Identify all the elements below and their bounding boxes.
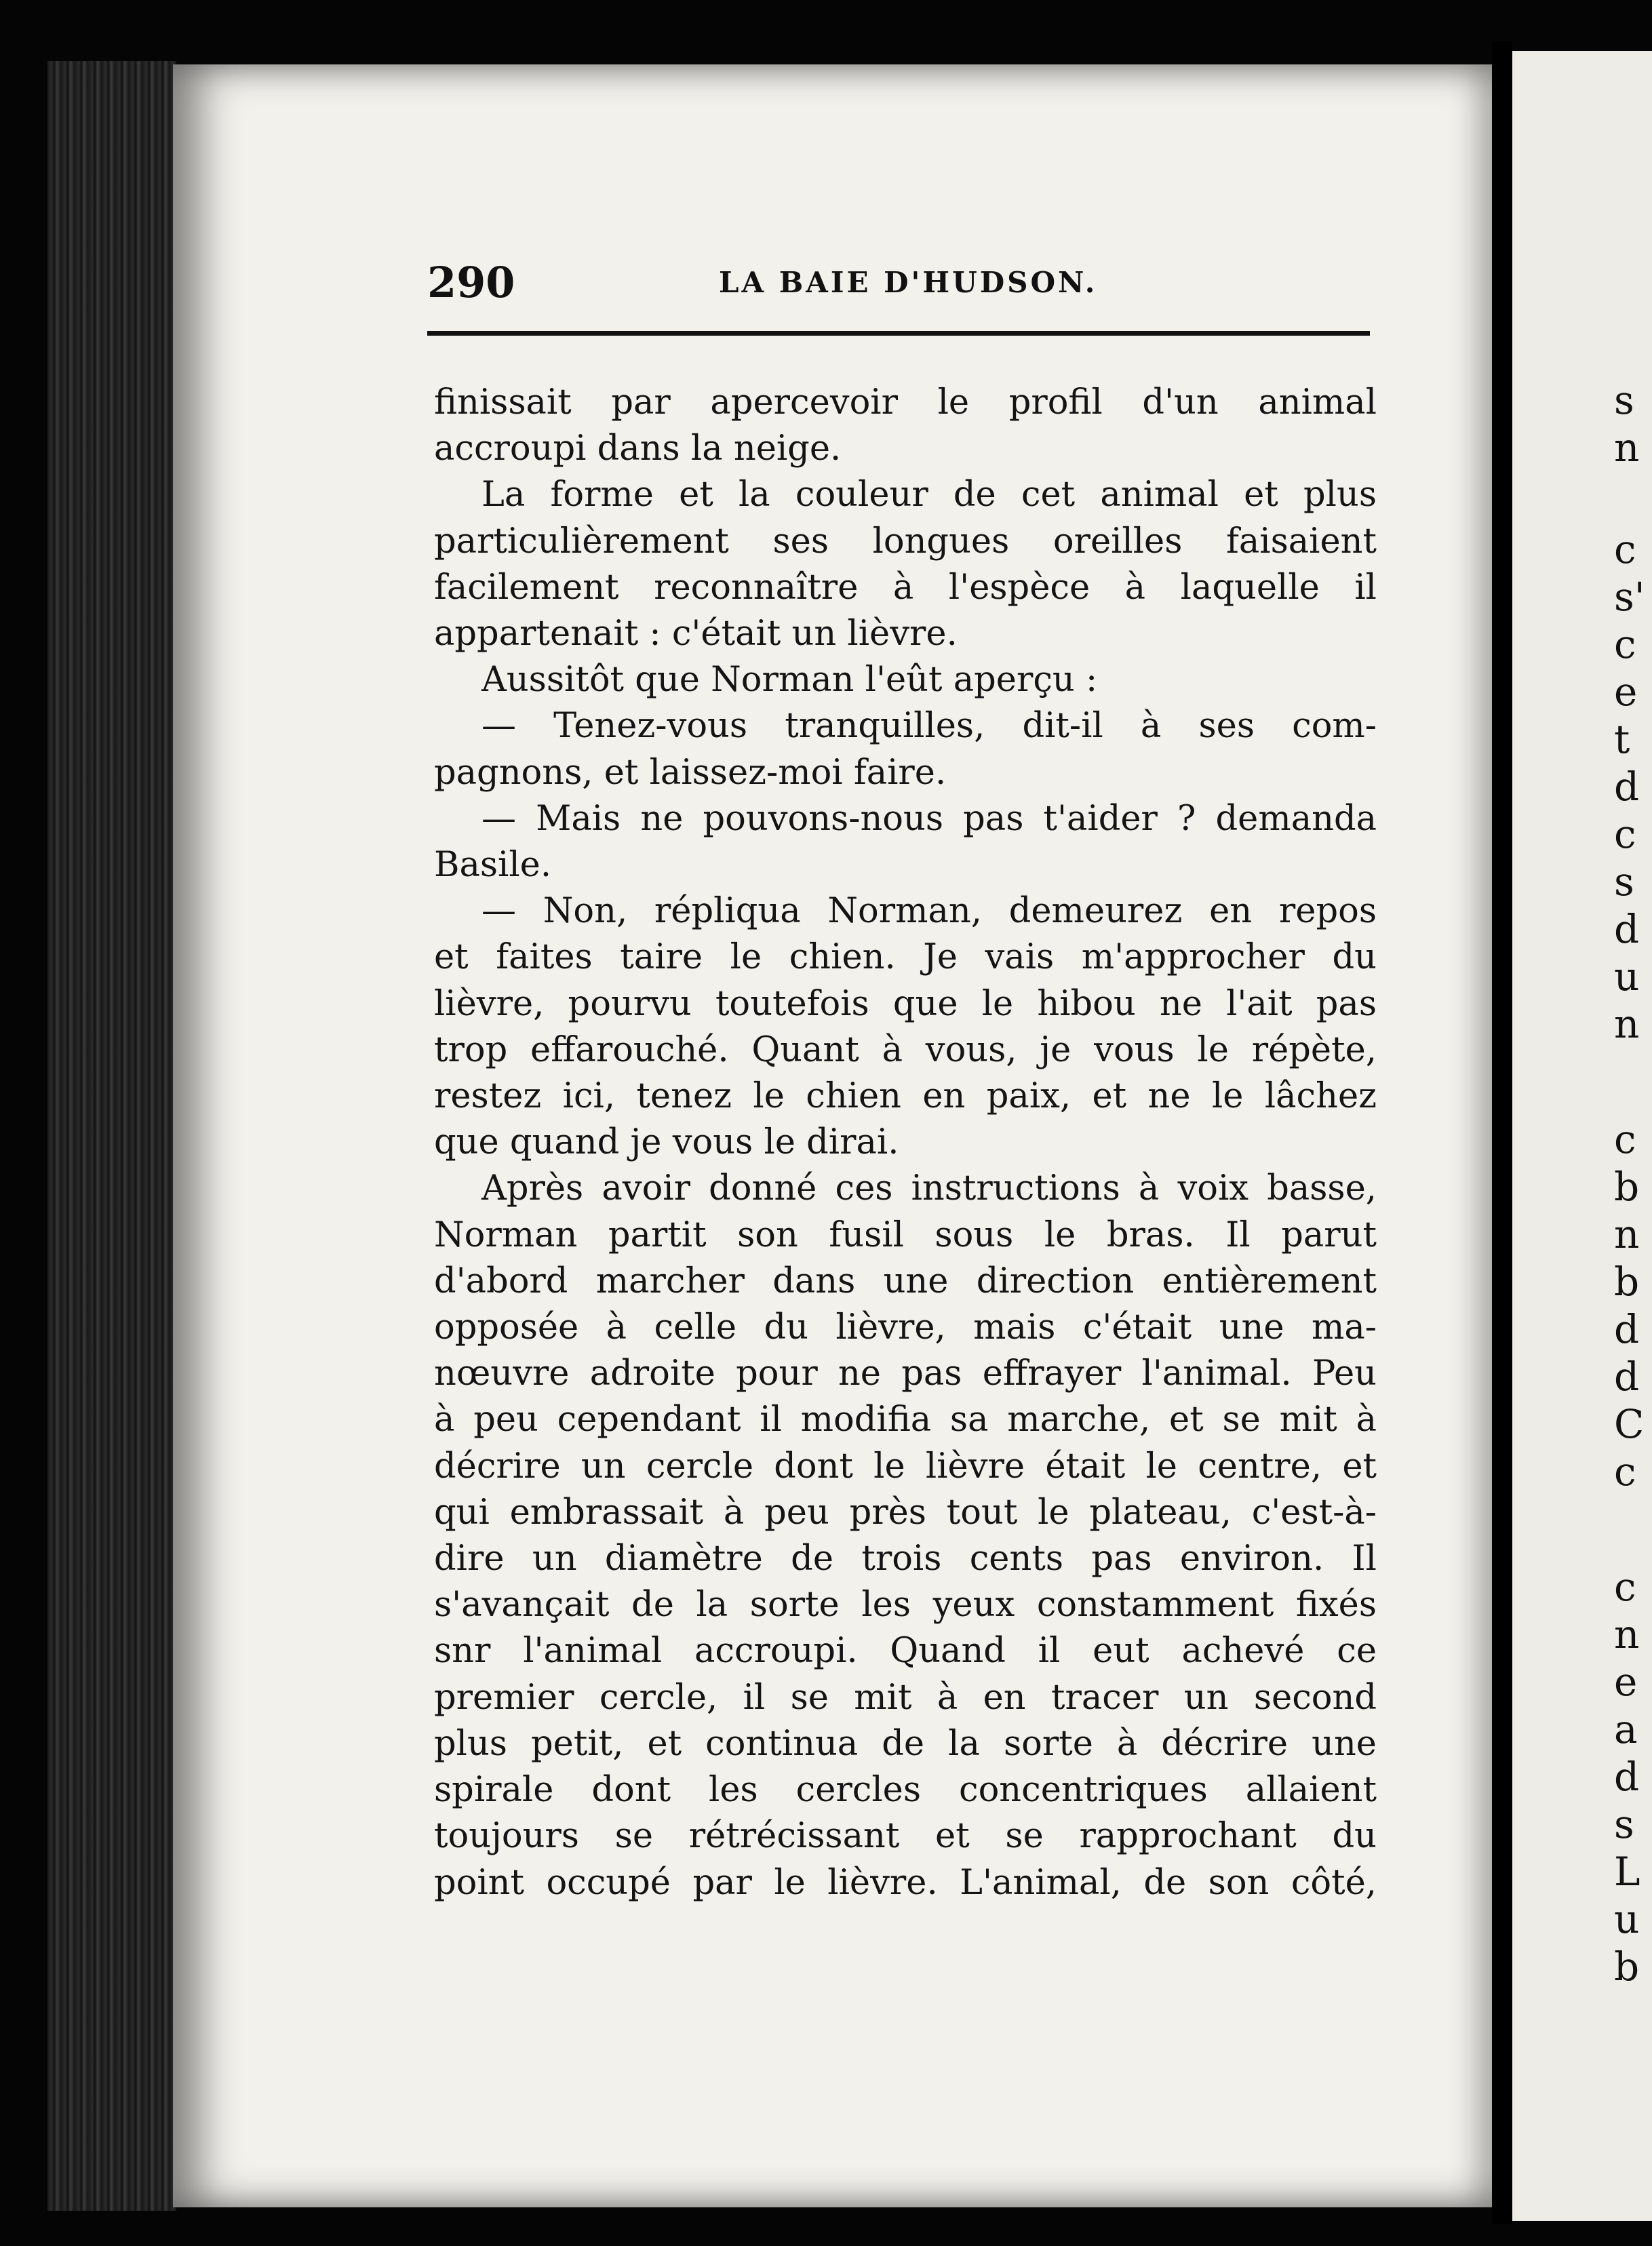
text-line: — Mais ne pouvons-nous pas t'aider ? demanda xyxy=(481,798,1377,839)
facing-page-letter: u xyxy=(1614,953,1640,1000)
facing-page-letter: u xyxy=(1614,1896,1640,1942)
text-line: d'abord marcher dans une direction entièrement xyxy=(434,1261,1377,1301)
text-line: Aussitôt que Norman l'eût aperçu : xyxy=(481,660,1098,701)
facing-page-letter: c xyxy=(1614,526,1636,572)
text-line: toujours se rétrécissant et se rapprochant du xyxy=(434,1816,1377,1857)
facing-page-letter: c xyxy=(1614,1564,1636,1610)
text-line: qui embrassait à peu près tout le plateau, c'est-à- xyxy=(434,1492,1377,1533)
text-line: décrire un cercle dont le lièvre était le centre, et xyxy=(434,1446,1377,1486)
body-text xyxy=(434,380,1377,1906)
facing-page-letter: b xyxy=(1614,1944,1640,1990)
facing-page-letter: d xyxy=(1614,764,1640,810)
text-line: — Non, répliqua Norman, demeurez en repos xyxy=(481,891,1377,932)
facing-page-letter: d xyxy=(1614,906,1640,952)
facing-page-letter: t xyxy=(1614,716,1630,762)
book-page-edges xyxy=(47,61,176,2211)
facing-page-letter: d xyxy=(1614,1754,1640,1800)
facing-page-letter: e xyxy=(1614,669,1638,715)
text-line: particulièrement ses longues oreilles faisaient xyxy=(434,521,1377,562)
text-line: Basile. xyxy=(434,845,552,886)
text-line: s'avançait de la sorte les yeux constamment fixés xyxy=(434,1585,1377,1626)
running-title: LA BAIE D'HUDSON. xyxy=(719,266,1098,299)
facing-page-letter: b xyxy=(1614,1259,1640,1305)
text-line: facilement reconnaître à l'espèce à laquelle il xyxy=(434,567,1377,608)
book-gutter xyxy=(1492,41,1512,2224)
facing-page-letter: d xyxy=(1614,1306,1640,1352)
text-line: restez ici, tenez le chien en paix, et ne le lâchez xyxy=(434,1076,1377,1117)
text-line: spirale dont les cercles concentriques allaient xyxy=(434,1770,1377,1811)
text-line: plus petit, et continua de la sorte à décrire une xyxy=(434,1723,1377,1764)
facing-page-letter: b xyxy=(1614,1164,1640,1210)
facing-page-letter: n xyxy=(1614,1611,1640,1657)
facing-page-letter: n xyxy=(1614,425,1640,471)
text-line: Après avoir donné ces instructions à voix basse, xyxy=(481,1168,1377,1209)
text-line: accroupi dans la neige. xyxy=(434,429,842,469)
text-line: et faites taire le chien. Je vais m'approcher du xyxy=(434,937,1377,978)
facing-page-letter: L xyxy=(1614,1849,1640,1895)
facing-page-letter: s xyxy=(1614,1801,1634,1847)
text-line: Norman partit son fusil sous le bras. Il parut xyxy=(434,1215,1377,1255)
text-line: finissait par apercevoir le profil d'un animal xyxy=(434,382,1377,422)
text-line: — Tenez-vous tranquilles, dit-il à ses com- xyxy=(481,706,1377,747)
text-line: trop effarouché. Quant à vous, je vous le répète, xyxy=(434,1029,1377,1070)
page-number: 290 xyxy=(427,258,515,307)
facing-page-letter: s xyxy=(1614,377,1634,423)
facing-page-letter: c xyxy=(1614,811,1636,857)
facing-page-letter: c xyxy=(1614,1116,1636,1162)
text-line: premier cercle, il se mit à en tracer un second xyxy=(434,1677,1377,1718)
facing-page-letter: d xyxy=(1614,1354,1640,1400)
text-line: dire un diamètre de trois cents pas environ. Il xyxy=(434,1539,1377,1579)
facing-page-letter: s xyxy=(1614,859,1634,905)
facing-page-letter: s' xyxy=(1614,574,1645,620)
facing-page-letter: e xyxy=(1614,1659,1638,1705)
text-line: à peu cependant il modifia sa marche, et se mit à xyxy=(434,1400,1377,1440)
text-line: La forme et la couleur de cet animal et plus xyxy=(481,475,1377,515)
text-line: snr l'animal accroupi. Quand il eut achevé ce xyxy=(434,1631,1377,1672)
text-line: pagnons, et laissez-moi faire. xyxy=(434,752,947,793)
facing-page-fragment xyxy=(1512,51,1652,2221)
text-line: que quand je vous le dirai. xyxy=(434,1122,899,1163)
facing-page-letter: n xyxy=(1614,1211,1640,1257)
text-line: appartenait : c'était un lièvre. xyxy=(434,614,958,654)
facing-page-letter: a xyxy=(1614,1706,1638,1752)
facing-page-letter: C xyxy=(1614,1401,1645,1447)
text-line: nœuvre adroite pour ne pas effrayer l'animal. Peu xyxy=(434,1354,1377,1394)
text-line: lièvre, pourvu toutefois que le hibou ne l'ait pas xyxy=(434,983,1377,1024)
facing-page-letter: n xyxy=(1614,1001,1640,1047)
text-line: opposée à celle du lièvre, mais c'était une ma- xyxy=(434,1307,1377,1348)
facing-page-letter: c xyxy=(1614,1449,1636,1495)
facing-page-letter: c xyxy=(1614,621,1636,667)
text-line: point occupé par le lièvre. L'animal, de son côté, xyxy=(434,1862,1377,1903)
running-head xyxy=(427,258,1370,319)
header-rule xyxy=(427,331,1370,336)
